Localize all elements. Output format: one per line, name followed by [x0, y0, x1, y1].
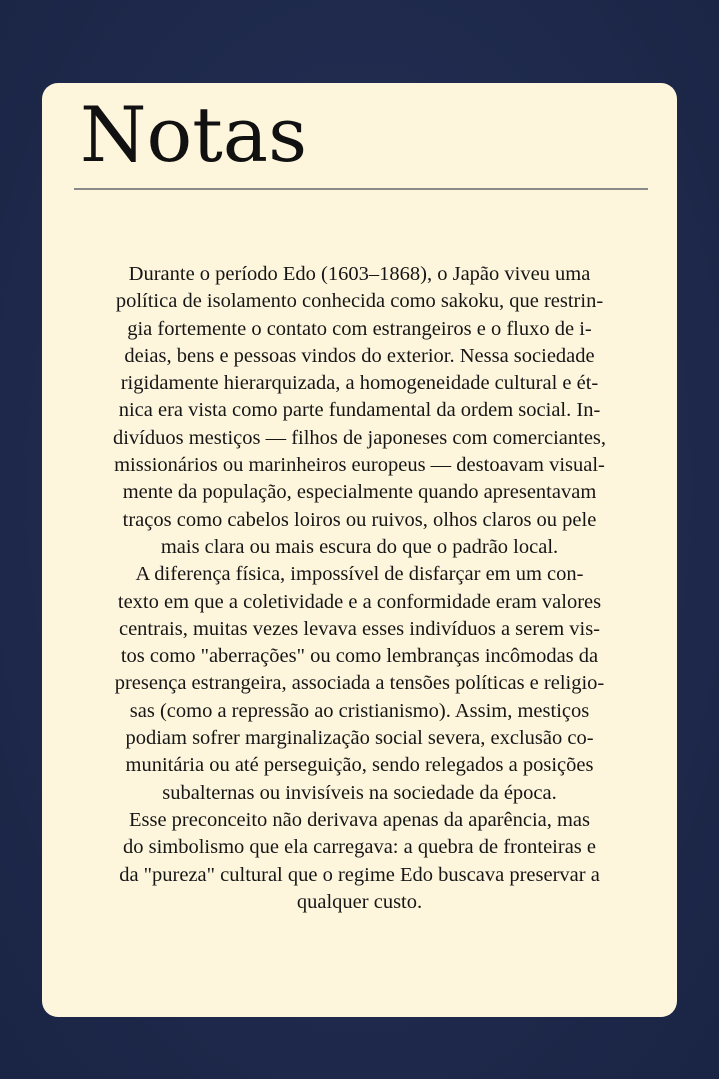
title-divider: [74, 188, 648, 190]
text-line: divíduos mestiços — filhos de japoneses com comerciantes,: [112, 426, 607, 449]
text-line: Esse preconceito não derivava apenas da aparência, mas: [128, 808, 591, 831]
text-line: sas (como a repressão ao cristianismo). Assim, mestiços: [129, 699, 590, 722]
text-line: qualquer custo.: [296, 890, 423, 913]
paragraph-3: [50, 807, 669, 916]
text-line: subalternas ou invisíveis na sociedade da época.: [162, 781, 557, 804]
text-line: texto em que a coletividade e a conformidade eram valores: [117, 590, 602, 613]
text-line: centrais, muitas vezes levava esses indivíduos a serem vis-: [118, 617, 601, 640]
text-line: missionários ou marinheiros europeus — destoavam visual-: [114, 454, 605, 477]
paragraph-2: [50, 561, 669, 807]
text-line: A diferença física, impossível de disfarçar em um con-: [135, 563, 584, 586]
text-line: Durante o período Edo (1603–1868), o Japão viveu uma: [128, 263, 591, 285]
text-line: do simbolismo que ela carregava: a quebra de fronteiras e: [122, 836, 596, 859]
text-line: munitária ou até perseguição, sendo relegados a posições: [125, 754, 594, 777]
text-line: presença estrangeira, associada a tensões políticas e religio-: [114, 672, 605, 695]
text-line: tos como "aberrações" ou como lembranças incômodas da: [120, 645, 599, 668]
text-line: mente da população, especialmente quando apresentavam: [122, 481, 597, 504]
text-line: mais clara ou mais escura do que o padrão local.: [160, 535, 559, 558]
text-line: traços como cabelos loiros ou ruivos, olhos claros ou pele: [122, 508, 597, 531]
text-line: gia fortemente o contato com estrangeiros e o fluxo de i-: [127, 317, 592, 340]
notes-title: Notas: [80, 90, 308, 179]
notes-body: [50, 261, 669, 916]
text-line: política de isolamento conhecida como sakoku, que restrin-: [115, 290, 604, 313]
text-line: da "pureza" cultural que o regime Edo buscava preservar a: [119, 863, 600, 886]
text-line: podiam sofrer marginalização social severa, exclusão co-: [125, 727, 594, 750]
text-line: rigidamente hierarquizada, a homogeneidade cultural e ét-: [120, 372, 599, 395]
notes-card: [42, 83, 677, 1017]
text-line: nica era vista como parte fundamental da ordem social. In-: [118, 399, 601, 422]
paragraph-1: [50, 261, 669, 561]
text-line: deias, bens e pessoas vindos do exterior. Nessa sociedade: [124, 344, 595, 367]
